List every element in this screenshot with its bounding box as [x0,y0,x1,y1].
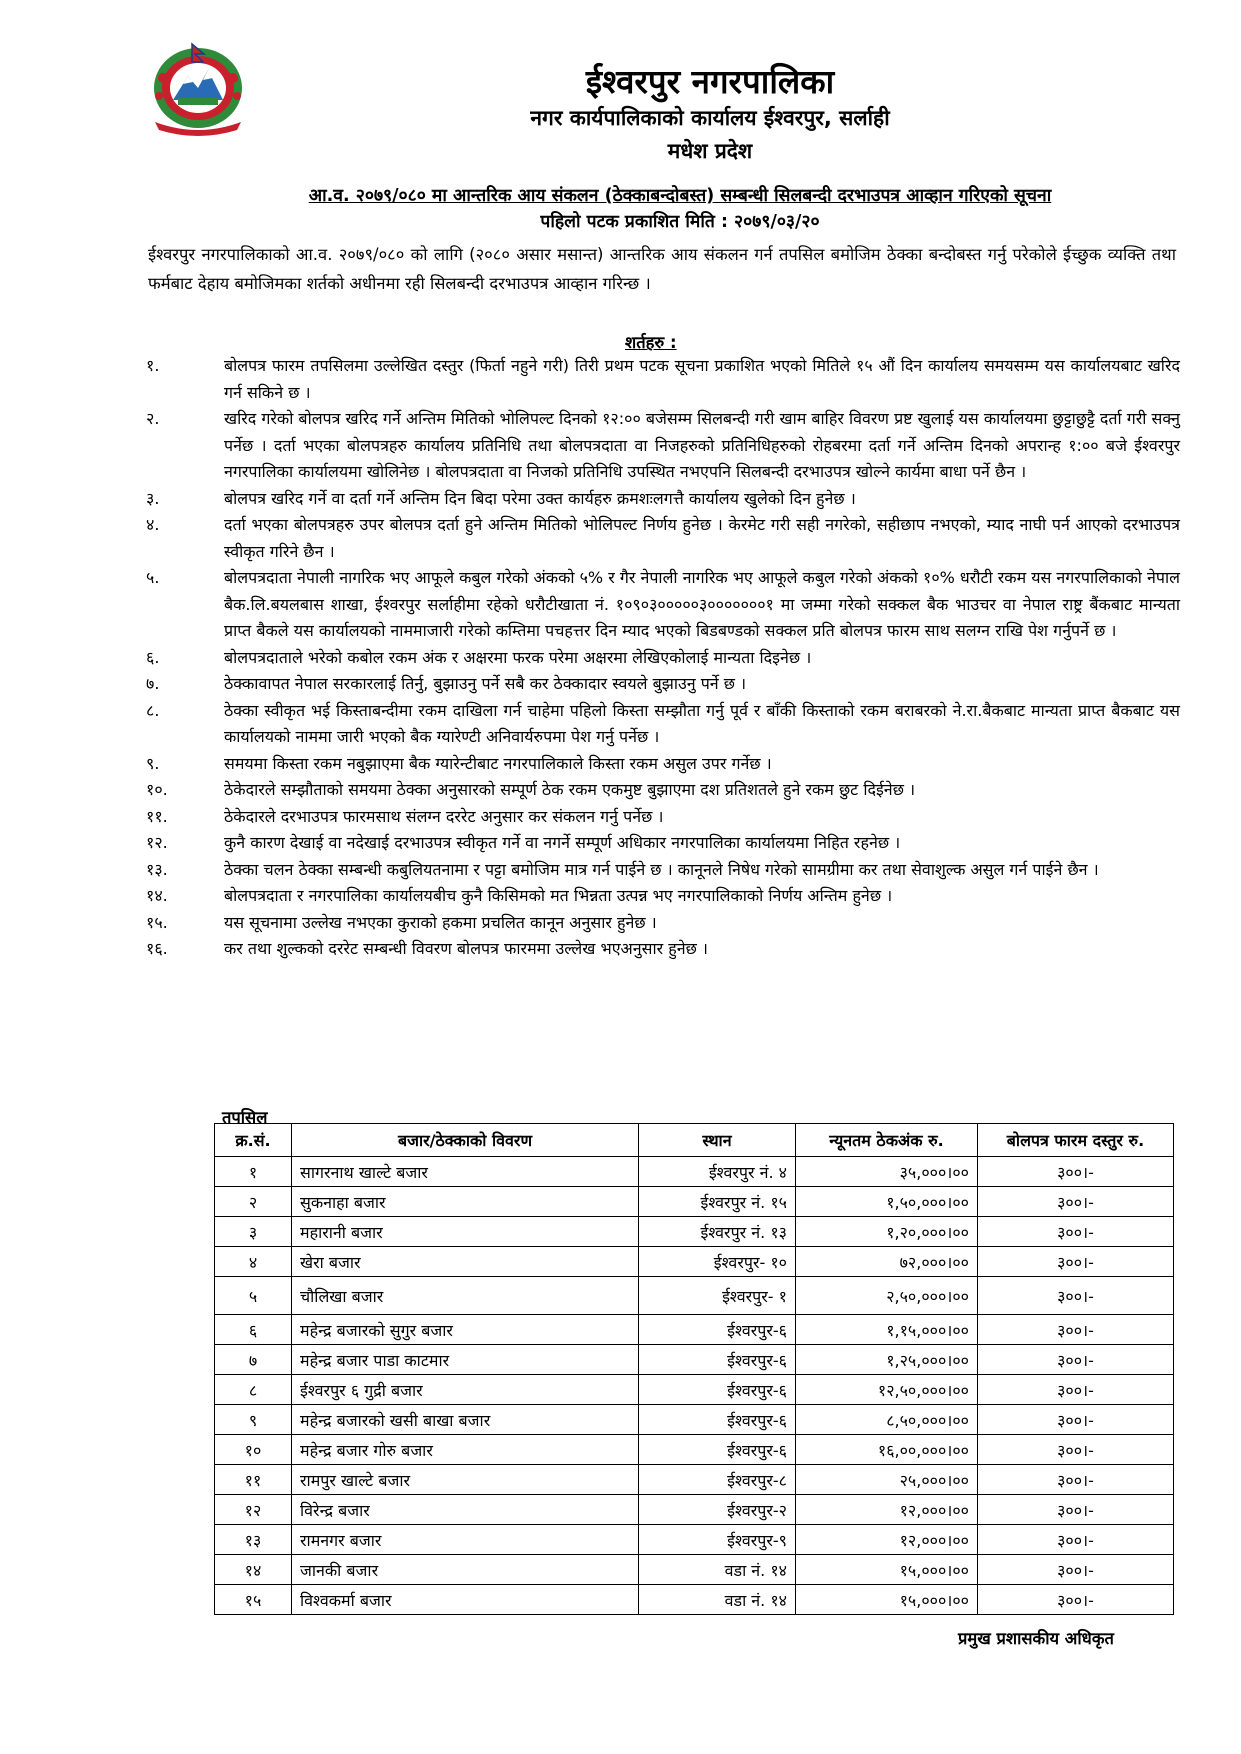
condition-number: १२. [146,833,168,852]
condition-number: १०. [146,780,168,799]
cell-sn: ४ [215,1247,292,1277]
condition-number: ६. [146,647,160,667]
table-row [215,1525,1174,1555]
cell-min-amount: १,१५,०००।०० [796,1315,978,1345]
col-header-sn: क्र.सं. [215,1124,292,1157]
condition-item [146,565,1180,645]
condition-item [146,910,1180,937]
table-row [215,1217,1174,1247]
cell-form-fee: ३००।- [978,1345,1174,1375]
cell-min-amount: १,२०,०००।०० [796,1217,978,1247]
cell-form-fee: ३००।- [978,1217,1174,1247]
condition-number: ११. [146,806,168,826]
cell-min-amount: १६,००,०००।०० [796,1435,978,1465]
cell-location: ईश्वरपुर-२ [639,1495,796,1525]
table-row [215,1495,1174,1525]
condition-text: खरिद गरेको बोलपत्र खरिद गर्ने अन्तिम मितिको भोलिपल्ट दिनको १२:०० बजेसम्म सिलबन्दी गरी खाम बाहिर विवरण प्रष्ट खुलाई यस कार्यालयमा छुट्टाछुट्टै दर्ता गरी सक्नु पर्नेछ । दर्ता भएका बोलपत्रहरु कार्यालय प्रतिनिधि तथा बोलपत्रदाता वा निजहरुको प्रतिनिधिहरुको रोहबरमा दर्ता गर्ने अन्तिम दिनको अपरान्ह १:०० बजे ईश्वरपुर नगरपालिका कार्यालयमा खोलिनेछ । बोलपत्रदाता वा निजको प्रतिनिधि उपस्थित नभएपनि सिलबन्दी दरभाउपत्र खोल्ने कार्यमा बाधा पर्ने छैन । [224,409,1181,481]
cell-min-amount: २,५०,०००।०० [796,1277,978,1315]
condition-number: १४. [146,886,168,905]
condition-text: समयमा किस्ता रकम नबुझाएमा बैक ग्यारेन्टीबाट नगरपालिकाले किस्ता रकम असुल उपर गर्नेछ । [224,753,772,773]
condition-text: यस सूचनामा उल्लेख नभएका कुराको हकमा प्रचलित कानून अनुसार हुनेछ । [224,912,657,932]
cell-location: वडा नं. १४ [639,1555,796,1585]
table-row [215,1435,1174,1465]
cell-form-fee: ३००।- [978,1375,1174,1405]
rates-table [214,1123,1174,1615]
cell-description: जानकी बजार [292,1555,639,1585]
province-name: मधेश प्रदेश [667,139,753,163]
cell-location: ईश्वरपुर-६ [639,1345,796,1375]
cell-description: महेन्द्र बजारको सुगुर बजार [292,1315,639,1345]
nepal-emblem-icon [143,38,253,136]
condition-item [146,486,1180,513]
table-row [215,1345,1174,1375]
cell-min-amount: ८,५०,०००।०० [796,1405,978,1435]
cell-location: वडा नं. १४ [639,1585,796,1615]
cell-description: महेन्द्र बजार गोरु बजार [292,1435,639,1465]
cell-location: ईश्वरपुर-६ [639,1435,796,1465]
cell-form-fee: ३००।- [978,1405,1174,1435]
condition-text: बोलपत्रदाता नेपाली नागरिक भए आफूले कबुल गरेको अंकको ५% र गैर नेपाली नागरिक भए आफूले कबुल गरेको अंकको १०% धरौटी रकम यस नगरपालिकाको नेपाल बैक.लि.बयलबास शाखा, ईश्वरपुर सर्लाहीमा रहेको धरौटीखाता नं. १०९०३०००००३०००००००१ मा जम्मा गरेको सक्कल बैक भाउचर वा नेपाल राष्ट्र बैंकबाट मान्यता प्राप्त बैकले यस कार्यालयको नाममाजारी गरेको कम्तिमा पचहत्तर दिन म्याद भएको बिडबण्डको सक्कल प्रति बोलपत्र फारम साथ सलग्न राखि पेश गर्नुपर्ने छ । [224,568,1180,640]
table-row [215,1375,1174,1405]
cell-sn: ८ [215,1375,292,1405]
intro-paragraph: ईश्वरपुर नगरपालिकाको आ.व. २०७९/०८० को लागि (२०८० असार मसान्त) आन्तरिक आय संकलन गर्न तपसिल बमोजिम ठेक्का बन्दोबस्त गर्नु परेकोले ईच्छुक व्यक्ति तथा फर्मबाट देहाय बमोजिमका शर्तको अधीनमा रही सिलबन्दी दरभाउपत्र आव्हान गरिन्छ । [148,245,1176,293]
cell-location: ईश्वरपुर नं. १५ [639,1187,796,1217]
condition-text: बोलपत्र खरिद गर्ने वा दर्ता गर्ने अन्तिम दिन बिदा परेमा उक्त कार्यहरु क्रमशःलगत्तै कार्यालय खुलेको दिन हुनेछ । [224,488,856,508]
cell-form-fee: ३००।- [978,1585,1174,1615]
condition-item [146,830,1180,857]
cell-sn: १४ [215,1555,292,1585]
condition-number: १६. [146,939,168,958]
condition-number: ८. [146,700,160,720]
col-header-min-amount: न्यूनतम ठेकअंक रु. [796,1124,978,1157]
cell-location: ईश्वरपुर नं. ४ [639,1157,796,1187]
office-subtitle: नगर कार्यपालिकाको कार्यालय ईश्वरपुर, सर्लाही [530,106,890,130]
condition-number: ४. [146,515,160,534]
cell-sn: २ [215,1187,292,1217]
conditions-list [146,353,1180,963]
cell-location: ईश्वरपुर- १ [639,1277,796,1315]
cell-form-fee: ३००।- [978,1525,1174,1555]
condition-item [146,804,1180,831]
table-row [215,1247,1174,1277]
condition-item [146,353,1180,406]
cell-description: महेन्द्र बजारको खसी बाखा बजार [292,1405,639,1435]
condition-text: ठेकेदारले दरभाउपत्र फारमसाथ संलग्न दररेट अनुसार कर संकलन गर्नु पर्नेछ । [224,806,664,826]
table-row [215,1585,1174,1615]
schedule-title: तपसिल [222,1108,268,1127]
condition-text: बोलपत्र फारम तपसिलमा उल्लेखित दस्तुर (फिर्ता नहुने गरी) तिरी प्रथम पटक सूचना प्रकाशित भएको मितिले १५ औं दिन कार्यालय समयसम्म यस कार्यालयबाट खरिद गर्न सकिने छ । [224,356,1180,402]
cell-form-fee: ३००।- [978,1157,1174,1187]
table-row [215,1315,1174,1345]
cell-location: ईश्वरपुर-९ [639,1525,796,1555]
cell-description: रामपुर खाल्टे बजार [292,1465,639,1495]
cell-sn: ६ [215,1315,292,1345]
table-row [215,1187,1174,1217]
condition-item [146,671,1180,698]
table-row [215,1405,1174,1435]
condition-item [146,512,1180,565]
cell-description: महेन्द्र बजार पाडा काटमार [292,1345,639,1375]
condition-number: २. [146,409,160,428]
condition-text: ठेकेदारले सम्झौताको समयमा ठेक्का अनुसारको सम्पूर्ण ठेक रकम एकमुष्ट बुझाएमा दश प्रतिशतले हुने रकम छुट दिईनेछ । [224,780,916,799]
condition-number: १५. [146,912,168,932]
col-header-description: बजार/ठेक्काको विवरण [292,1124,639,1157]
condition-item [146,645,1180,672]
col-header-form-fee: बोलपत्र फारम दस्तुर रु. [978,1124,1174,1157]
table-row [215,1277,1174,1315]
cell-description: विरेन्द्र बजार [292,1495,639,1525]
condition-item [146,698,1180,751]
cell-min-amount: १२,०००।०० [796,1495,978,1525]
cell-form-fee: ३००।- [978,1187,1174,1217]
cell-min-amount: ७२,०००।०० [796,1247,978,1277]
signature-designation: प्रमुख प्रशासकीय अधिकृत [958,1629,1114,1648]
condition-text: दर्ता भएका बोलपत्रहरु उपर बोलपत्र दर्ता हुने अन्तिम मितिको भोलिपल्ट निर्णय हुनेछ । केरमेट गरी सही नगरेको, सहीछाप नभएको, म्याद नाघी पर्न आएको दरभाउपत्र स्वीकृत गरिने छैन । [224,515,1180,561]
cell-sn: ५ [215,1277,292,1315]
cell-sn: ३ [215,1217,292,1247]
condition-item [146,936,1180,963]
cell-min-amount: १२,५०,०००।०० [796,1375,978,1405]
condition-number: ९. [146,753,160,773]
cell-form-fee: ३००।- [978,1247,1174,1277]
cell-description: सुकनाहा बजार [292,1187,639,1217]
cell-sn: १५ [215,1585,292,1615]
cell-description: सागरनाथ खाल्टे बजार [292,1157,639,1187]
cell-description: खेरा बजार [292,1247,639,1277]
cell-description: रामनगर बजार [292,1525,639,1555]
condition-text: ठेक्कावापत नेपाल सरकारलाई तिर्नु, बुझाउनु पर्ने सबै कर ठेक्कादार स्वयले बुझाउनु पर्ने छ । [224,674,747,693]
cell-min-amount: १,२५,०००।०० [796,1345,978,1375]
cell-form-fee: ३००।- [978,1315,1174,1345]
condition-number: १. [146,356,160,375]
cell-min-amount: ३५,०००।०० [796,1157,978,1187]
cell-form-fee: ३००।- [978,1555,1174,1585]
col-header-location: स्थान [639,1124,796,1157]
cell-sn: ७ [215,1345,292,1375]
condition-item [146,751,1180,778]
cell-form-fee: ३००।- [978,1465,1174,1495]
cell-form-fee: ३००।- [978,1277,1174,1315]
publish-date: पहिलो पटक प्रकाशित मिति : २०७९/०३/२० [540,212,820,232]
cell-description: ईश्वरपुर ६ गुद्री बजार [292,1375,639,1405]
condition-number: ५. [146,568,160,587]
condition-number: १३. [146,859,168,879]
table-header-row [215,1124,1174,1157]
cell-description: महारानी बजार [292,1217,639,1247]
conditions-heading: शर्तहरु : [625,333,677,352]
condition-text: ठेक्का चलन ठेक्का सम्बन्धी कबुलियतनामा र पट्टा बमोजिम मात्र गर्न पाईने छ । कानूनले निषेध गरेको सामग्रीमा कर तथा सेवाशुल्क असुल गर्न पाईने छैन । [224,859,1099,879]
cell-form-fee: ३००।- [978,1435,1174,1465]
cell-sn: १ [215,1157,292,1187]
cell-location: ईश्वरपुर-८ [639,1465,796,1495]
cell-sn: १० [215,1435,292,1465]
table-row [215,1555,1174,1585]
condition-text: ठेक्का स्वीकृत भई किस्ताबन्दीमा रकम दाखिला गर्न चाहेमा पहिलो किस्ता सम्झौता गर्नु पूर्व र बाँकी किस्ताको रकम बराबरको ने.रा.बैकबाट मान्यता प्राप्त बैकबाट यस कार्यालयको नाममा जारी भएको बैक ग्यारेण्टी अनिवार्यरुपमा पेश गर्नु पर्नेछ । [224,700,1180,746]
cell-location: ईश्वरपुर-६ [639,1315,796,1345]
condition-text: कुनै कारण देखाई वा नदेखाई दरभाउपत्र स्वीकृत गर्ने वा नगर्ने सम्पूर्ण अधिकार नगरपालिका कार्यालयमा निहित रहनेछ । [224,833,901,852]
cell-min-amount: १२,०००।०० [796,1525,978,1555]
cell-sn: १३ [215,1525,292,1555]
condition-text: कर तथा शुल्कको दररेट सम्बन्धी विवरण बोलपत्र फारममा उल्लेख भएअनुसार हुनेछ । [224,939,708,958]
cell-sn: ११ [215,1465,292,1495]
cell-description: चौलिखा बजार [292,1277,639,1315]
condition-text: बोलपत्रदाताले भरेको कबोल रकम अंक र अक्षरमा फरक परेमा अक्षरमा लेखिएकोलाई मान्यता दिइनेछ । [224,647,812,667]
cell-form-fee: ३००।- [978,1495,1174,1525]
cell-description: विश्वकर्मा बजार [292,1585,639,1615]
cell-min-amount: १५,०००।०० [796,1555,978,1585]
cell-location: ईश्वरपुर-६ [639,1375,796,1405]
condition-item [146,406,1180,486]
table-row [215,1157,1174,1187]
table-row [215,1465,1174,1495]
condition-item [146,857,1180,884]
municipality-title: ईश्वरपुर नगरपालिका [585,62,835,101]
condition-item [146,777,1180,804]
condition-number: ३. [146,488,160,508]
notice-title: आ.व. २०७९/०८० मा आन्तरिक आय संकलन (ठेक्काबन्दोबस्त) सम्बन्धी सिलबन्दी दरभाउपत्र आव्हान गरिएको सूचना [308,186,1052,206]
condition-number: ७. [146,674,160,693]
cell-sn: ९ [215,1405,292,1435]
cell-location: ईश्वरपुर-६ [639,1405,796,1435]
cell-location: ईश्वरपुर नं. १३ [639,1217,796,1247]
cell-location: ईश्वरपुर- १० [639,1247,796,1277]
cell-sn: १२ [215,1495,292,1525]
condition-item [146,883,1180,910]
cell-min-amount: १,५०,०००।०० [796,1187,978,1217]
cell-min-amount: २५,०००।०० [796,1465,978,1495]
condition-text: बोलपत्रदाता र नगरपालिका कार्यालयबीच कुनै किसिमको मत भिन्नता उत्पन्न भए नगरपालिकाको निर्णय अन्तिम हुनेछ । [224,886,893,905]
cell-min-amount: १५,०००।०० [796,1585,978,1615]
